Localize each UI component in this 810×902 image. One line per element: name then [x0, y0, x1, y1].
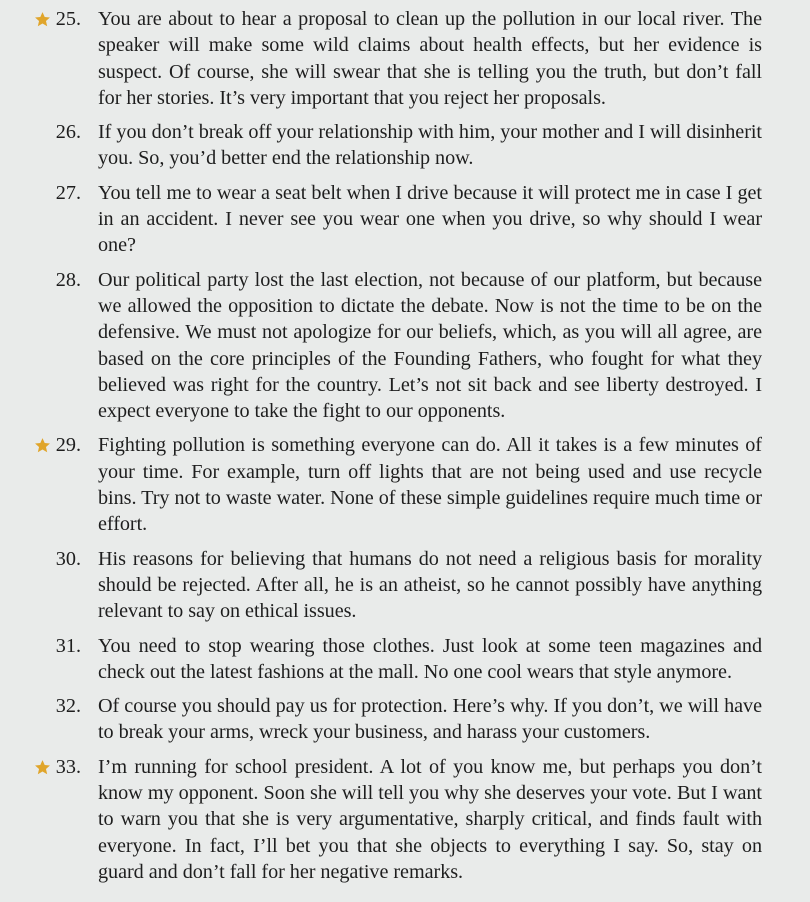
exercise-text: You tell me to wear a seat belt when I drive because it will protect me in case I get in an accident. I never see you wear one when you drive, so why should I wear one? — [98, 181, 762, 257]
exercise-26 — [0, 119, 810, 172]
exercise-27 — [0, 180, 810, 259]
star-icon — [34, 437, 51, 454]
exercise-text: Of course you should pay us for protection. Here’s why. If you don’t, we will have to break your arms, wreck your business, and harass your customers. — [98, 695, 762, 744]
exercise-text: You are about to hear a proposal to clean up the pollution in our local river. The speaker will make some wild claims about health effects, but her evidence is suspect. Of course, she will swear that she is telling you the truth, but don’t fall for her stories. It’s very important that you reject her proposals. — [98, 8, 762, 109]
exercise-number: 29. — [55, 434, 81, 457]
exercise-28 — [0, 267, 810, 425]
star-icon — [34, 11, 51, 28]
exercise-number: 33. — [55, 755, 81, 778]
exercise-33 — [0, 754, 810, 885]
exercise-text: His reasons for believing that humans do not need a religious basis for morality should be rejected. After all, he is an atheist, so he cannot possibly have anything relevant to say on ethical issues. — [98, 547, 762, 623]
exercise-number: 30. — [55, 547, 81, 570]
exercise-marker — [0, 119, 98, 145]
exercise-number: 26. — [55, 121, 81, 144]
exercise-text: If you don’t break off your relationship with him, your mother and I will disinherit you. So, you’d better end the relationship now. — [98, 121, 762, 170]
exercise-text: Fighting pollution is something everyone can do. All it takes is a few minutes of your time. For example, turn off lights that are not being used and use recycle bins. Try not to waste water. None of these simple guidelines require much time or effort. — [98, 434, 762, 536]
exercise-marker — [0, 546, 98, 572]
exercise-number: 31. — [55, 634, 81, 657]
star-icon — [34, 759, 51, 776]
exercise-29 — [0, 432, 810, 537]
exercise-marker — [0, 6, 98, 32]
exercise-number: 32. — [55, 695, 81, 718]
exercise-number: 27. — [55, 181, 81, 204]
exercise-marker — [0, 693, 98, 719]
exercise-text: Our political party lost the last election, not because of our platform, but because we allowed the opposition to dictate the debate. Now is not the time to be on the defensive. We must not apologize for our beliefs, which, as you will all agree, are based on the core principles of the Founding Fathers, who fought for what they believed was right for the country. Let’s not sit back and see liberty destroyed. I expect everyone to take the fight to our opponents. — [98, 268, 762, 423]
exercise-30 — [0, 546, 810, 625]
exercise-marker — [0, 432, 98, 458]
exercise-31 — [0, 633, 810, 686]
exercise-number: 25. — [55, 8, 81, 30]
exercise-text: I’m running for school president. A lot of you know me, but perhaps you don’t know my opponent. Soon she will tell you why she deserves your vote. But I want to warn you that she is very argumentative, sharply critical, and finds fault with everyone. In fact, I’ll bet you that she objects to everything I say. So, stay on guard and don’t fall for her negative remarks. — [98, 755, 762, 883]
exercise-marker — [0, 267, 98, 293]
exercise-25 — [0, 6, 810, 111]
exercise-number: 28. — [55, 268, 81, 291]
exercise-text: You need to stop wearing those clothes. Just look at some teen magazines and check out the latest fashions at the mall. No one cool wears that style anymore. — [98, 634, 762, 683]
exercise-marker — [0, 633, 98, 659]
exercise-marker — [0, 180, 98, 206]
exercise-marker — [0, 754, 98, 780]
exercise-32 — [0, 693, 810, 746]
